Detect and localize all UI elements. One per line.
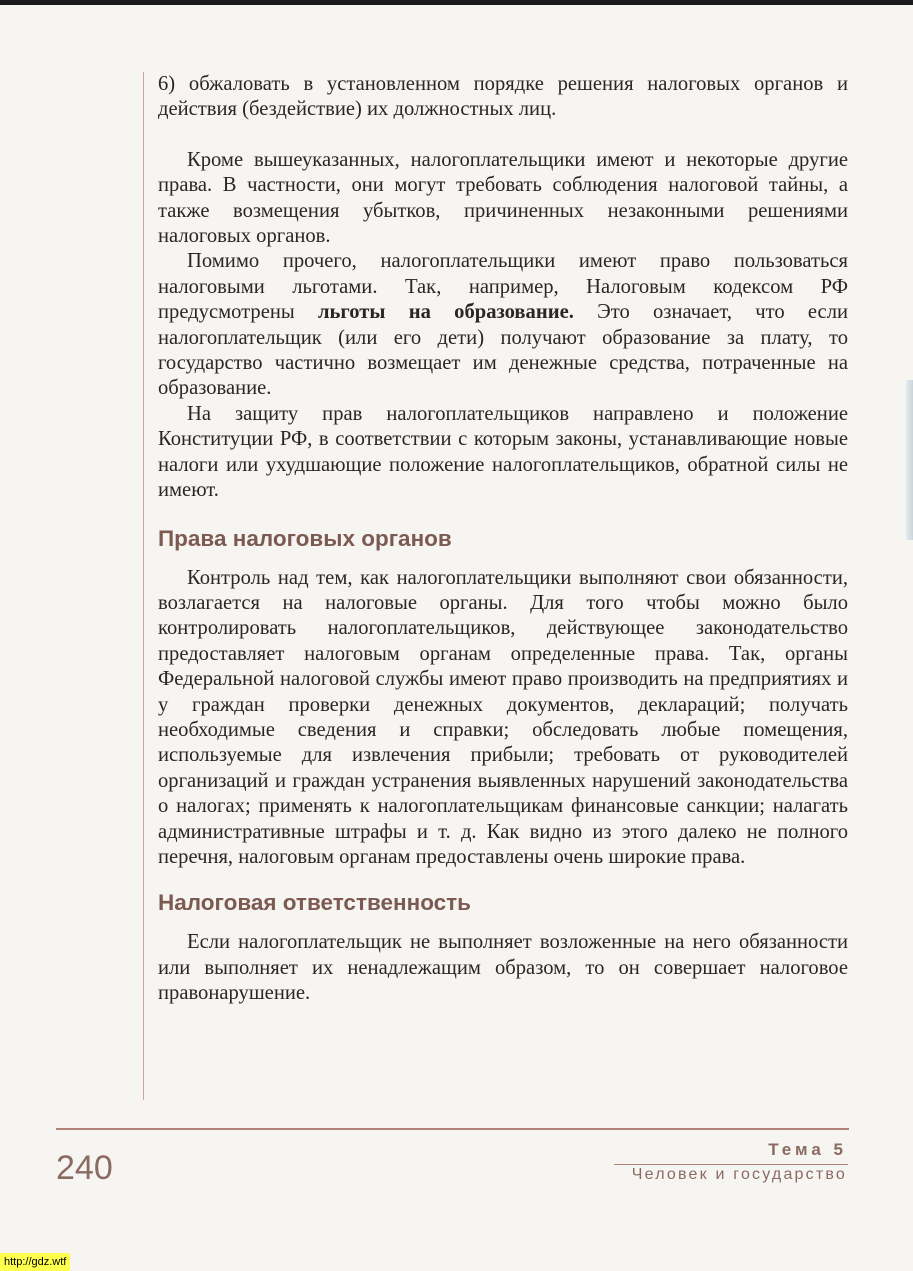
topic-name: Человек и государство bbox=[631, 1166, 847, 1183]
margin-rule bbox=[143, 72, 144, 1100]
paragraph-tax-benefits-after: Это означает, что если налогоплательщик (или его дети) получают образование за плату, то государство частично возмещает им денежные средства, потраченные на образование. bbox=[158, 301, 848, 400]
watermark-link[interactable]: http://gdz.wtf bbox=[0, 1253, 70, 1271]
paragraph-tax-liability: Если налогоплательщик не выполняет возложенные на него обязанности или выполняет их ненадлежащим образом, то он совершает налоговое правонарушение. bbox=[158, 931, 848, 1005]
paragraph-tax-authority-rights: Контроль над тем, как налогоплательщики выполняют свои обязанности, возлагается на налоговые органы. Для того чтобы можно было контролировать налогоплательщиков, действующее законодательство предоставляет налоговым органам определенные права. Так, органы Федеральной налоговой службы имеют право производить на предприятиях и у граждан проверки денежных документов, деклараций; получать необходимые сведения и справки; обследовать любые помещения, используемые для извлечения прибыли; требовать от руководителей организаций и граждан устранения выявленных нарушений законодательства о налогах; применять к налогоплательщикам финансовые санкции; налагать административные штрафы и т. д. Как видно из этого далеко не полного перечня, налоговым органам предоставлены очень широкие права. bbox=[158, 566, 848, 868]
topic-label: Тема 5 bbox=[768, 1140, 847, 1159]
paragraph-tax-benefits bbox=[158, 249, 848, 401]
section-heading-tax-authority-rights: Права налоговых органов bbox=[158, 525, 452, 551]
paragraph-rights-list-item-6: 6) обжаловать в установленном порядке решения налоговых органов и действия (бездействие) их должностных лиц. bbox=[158, 73, 848, 121]
section-heading-tax-liability: Налоговая ответственность bbox=[158, 890, 472, 916]
paragraph-tax-benefits-before: Помимо прочего, налогоплательщики имеют право пользоваться налоговыми льготами. Так, например, Налоговым кодексом РФ предусмотрены bbox=[158, 250, 848, 324]
paragraph-constitution: На защиту прав налогоплательщиков направлено и положение Конституции РФ, в соответствии с которым законы, устанавливающие новые налоги или ухудшающие положение налогоплательщиков, обратной силы не имеют. bbox=[158, 402, 848, 502]
page-content bbox=[158, 72, 848, 1007]
page-number: 240 bbox=[56, 1149, 113, 1187]
scan-right-edge bbox=[906, 380, 913, 540]
topic-rule bbox=[614, 1164, 848, 1165]
footer-rule bbox=[56, 1128, 849, 1130]
paragraph-other-rights: Кроме вышеуказанных, налогоплательщики имеют и некоторые другие права. В частности, они могут требовать соблюдения налоговой тайны, а также возмещения убытков, причиненных незаконными решениями налоговых органов. bbox=[158, 148, 848, 248]
term-education-benefits: льготы на образование. bbox=[317, 301, 574, 324]
scan-top-edge bbox=[0, 0, 913, 5]
